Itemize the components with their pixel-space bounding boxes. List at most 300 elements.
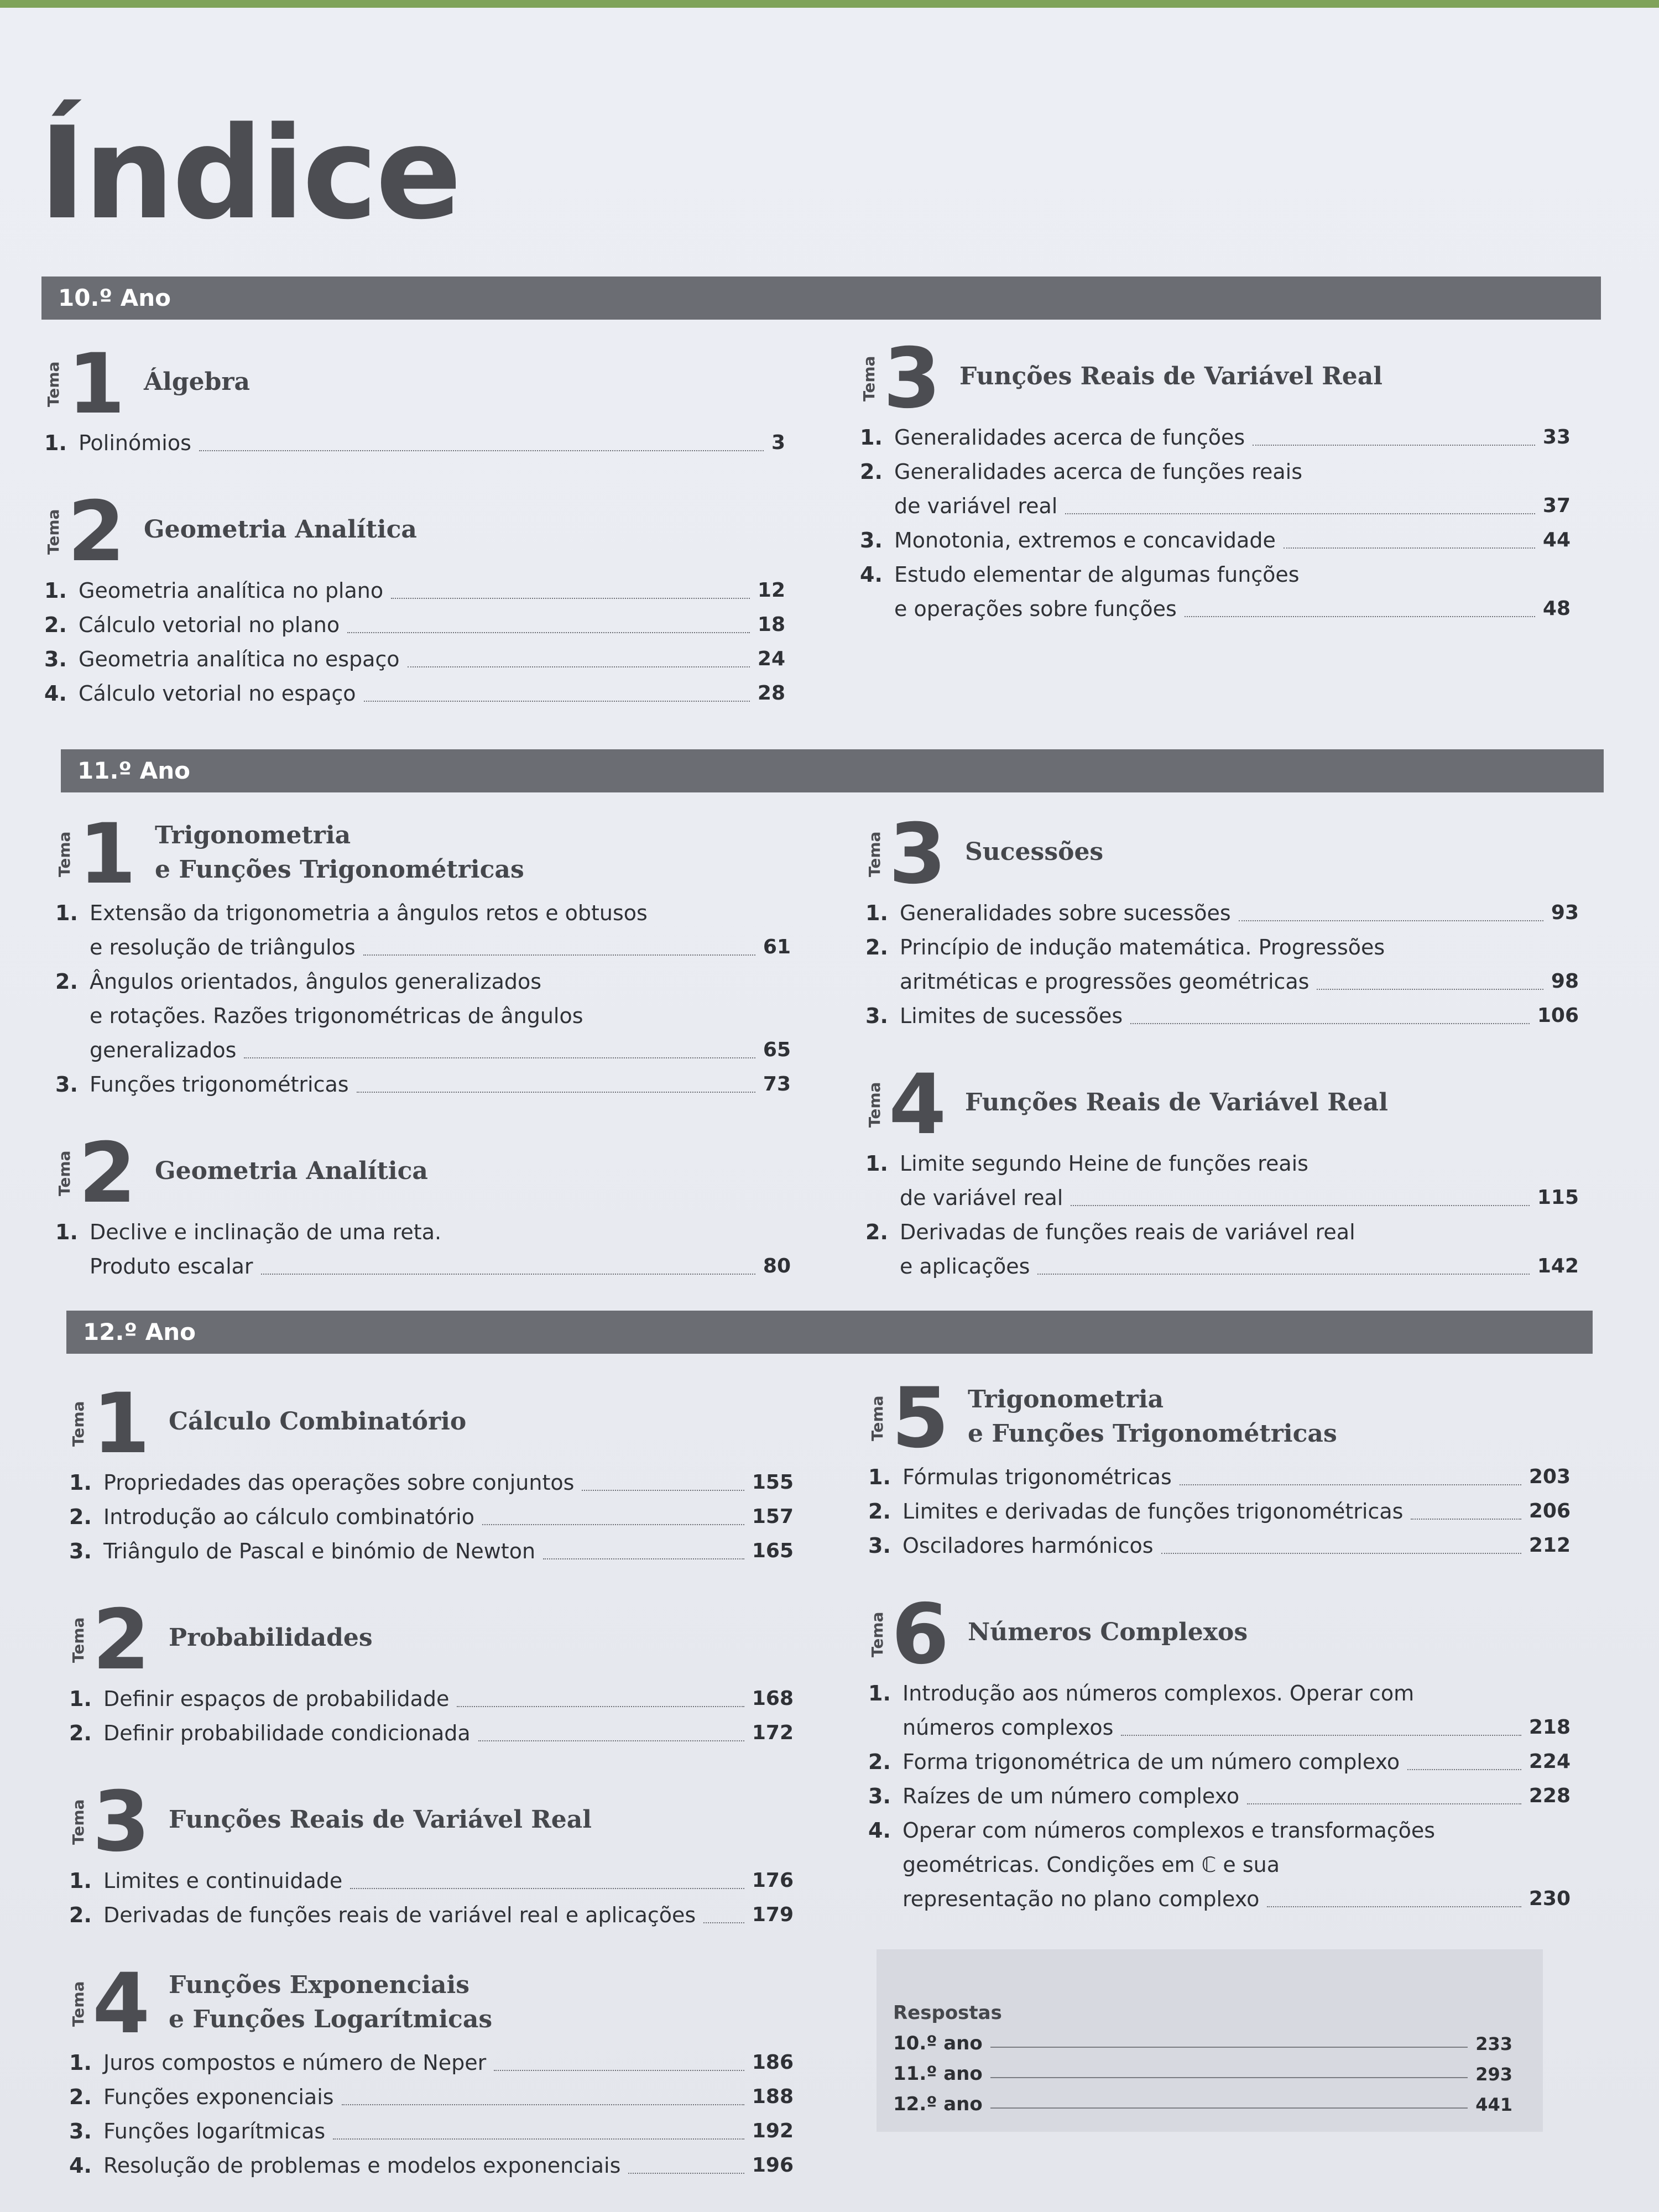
entry-last-line [103, 1682, 794, 1716]
tema-title-line: Funções Exponenciais [169, 1971, 470, 1999]
entry-text-line: e rotações. Razões trigonométricas de ângulos [90, 1004, 583, 1028]
entry-text-line: Estudo elementar de algumas funções [894, 562, 1300, 587]
entry-text-line: Generalidades acerca de funções reais [894, 460, 1303, 484]
tema-label: Tema [44, 509, 62, 555]
leader-line [342, 2104, 744, 2105]
page-number: 61 [763, 936, 791, 958]
tema-title [155, 818, 524, 887]
page-number: 233 [1475, 2033, 1512, 2054]
respostas-row-11 [893, 2063, 1512, 2085]
entry-number: 4. [69, 2153, 92, 2178]
tema-title-line: Cálculo Combinatório [169, 1407, 467, 1436]
tema-block [868, 1587, 1571, 1916]
tema-title-line: Sucessões [965, 838, 1104, 866]
page-number: 157 [752, 1505, 794, 1528]
entry-number: 4. [860, 562, 883, 587]
entry-last-line [902, 1528, 1571, 1563]
entry-number: 3. [868, 1784, 891, 1808]
respostas-label: 11.º ano [893, 2063, 983, 2085]
leader-line [482, 1524, 744, 1525]
entry-last-line [900, 999, 1579, 1033]
leader-line [1037, 1274, 1529, 1275]
leader-line [478, 1740, 744, 1741]
toc-entry[interactable] [868, 1813, 1571, 1916]
toc-entry[interactable] [69, 1465, 794, 1500]
page-number: 24 [757, 648, 785, 670]
toc-entry[interactable] [868, 1779, 1571, 1813]
page-number: 212 [1528, 1534, 1571, 1557]
tema-block [55, 806, 791, 1102]
entry-last-line [894, 592, 1571, 626]
entry-text: Geometria analítica no plano [79, 578, 384, 603]
entry-number: 2. [865, 1220, 888, 1244]
column-10-right [860, 331, 1571, 626]
toc-entry[interactable] [55, 964, 791, 1067]
entry-number: 3. [868, 1533, 891, 1558]
entry-number: 2. [69, 1903, 92, 1927]
tema-header [69, 1376, 794, 1472]
entry-last-line [902, 1882, 1571, 1916]
tema-number: 2 [67, 484, 126, 580]
entry-text-line: Declive e inclinação de uma reta. [90, 1220, 442, 1244]
entry-text: Generalidades sobre sucessões [900, 901, 1231, 925]
page-number: 48 [1542, 597, 1571, 620]
leader-line [350, 1888, 744, 1889]
entry-last-line [103, 1500, 794, 1534]
leader-line [347, 632, 750, 633]
page-number: 293 [1475, 2064, 1512, 2085]
entry-text-line: Introdução aos números complexos. Operar com [902, 1681, 1415, 1705]
page-number: 224 [1528, 1750, 1571, 1773]
tema-title-line: Probabilidades [169, 1624, 373, 1652]
leader-line [391, 598, 750, 599]
page-number: 44 [1542, 529, 1571, 551]
tema-title [169, 1621, 373, 1655]
respostas-title: Respostas [893, 2002, 1002, 2024]
tema-header [860, 331, 1571, 427]
entry-text: Definir espaços de probabilidade [103, 1687, 450, 1711]
entry-last-line [902, 1745, 1571, 1779]
column-10-left [44, 336, 785, 711]
tema-number: 2 [79, 1125, 137, 1222]
toc-entry[interactable] [868, 1494, 1571, 1528]
entry-text: Propriedades das operações sobre conjuntos [103, 1470, 575, 1495]
entry-text: números complexos [902, 1715, 1114, 1740]
toc-entry[interactable] [55, 896, 791, 964]
tema-label: Tema [865, 1082, 884, 1128]
tema-label: Tema [69, 1617, 87, 1663]
entry-text: Osciladores harmónicos [902, 1533, 1154, 1558]
tema-label: Tema [69, 1799, 87, 1845]
page-number: 12 [757, 579, 785, 602]
entry-number: 2. [44, 613, 67, 637]
entry-last-line [79, 642, 785, 676]
leader-line [1284, 547, 1535, 549]
tema-number: 3 [883, 331, 941, 427]
entry-number: 3. [69, 2119, 92, 2143]
toc-entry[interactable] [69, 1682, 794, 1716]
toc-entry[interactable] [69, 1500, 794, 1534]
entry-text: Triângulo de Pascal e binómio de Newton [103, 1539, 536, 1563]
tema-label: Tema [69, 1401, 87, 1447]
column-11-right [865, 806, 1579, 1284]
leader-line [1267, 1906, 1521, 1907]
tema-header [868, 1587, 1571, 1683]
page-number: 196 [752, 2154, 794, 2177]
toc-entry[interactable] [44, 573, 785, 608]
entry-last-line [902, 1779, 1571, 1813]
entry-last-line [103, 1898, 794, 1932]
entry-last-line [90, 930, 791, 964]
tema-label: Tema [44, 361, 62, 408]
entry-text: Funções exponenciais [103, 2085, 334, 2109]
tema-header [44, 484, 785, 580]
page-number: 168 [752, 1687, 794, 1710]
entry-text: Definir probabilidade condicionada [103, 1721, 471, 1745]
entry-text: Cálculo vetorial no plano [79, 613, 340, 637]
page-number: 441 [1475, 2094, 1512, 2115]
leader-line [1407, 1769, 1521, 1770]
tema-title-line: e Funções Trigonométricas [155, 855, 524, 884]
tema-label: Tema [55, 831, 74, 878]
toc-entry[interactable] [868, 1528, 1571, 1563]
tema-block [860, 331, 1571, 626]
entry-last-line [103, 2114, 794, 2148]
year-bar-10 [41, 276, 1601, 320]
entry-last-line [894, 420, 1571, 455]
tema-block [55, 1125, 791, 1284]
entry-last-line [894, 523, 1571, 557]
page-number: 188 [752, 2085, 794, 2108]
tema-label: Tema [69, 1981, 87, 2027]
leader-line [408, 666, 750, 667]
tema-block [69, 1956, 794, 2183]
page-title: Índice [39, 100, 460, 248]
entry-number: 3. [865, 1004, 888, 1028]
entry-last-line [90, 1249, 791, 1284]
leader-line [364, 701, 750, 702]
leader-line [990, 2107, 1468, 2109]
entry-text: Derivadas de funções reais de variável real e aplicações [103, 1903, 696, 1927]
page-number: 37 [1542, 494, 1571, 517]
toc-entry[interactable] [69, 2114, 794, 2148]
entry-last-line [79, 608, 785, 642]
tema-title-line: Trigonometria [968, 1385, 1164, 1413]
toc-entry[interactable] [44, 642, 785, 676]
year-label: 10.º Ano [58, 284, 171, 311]
toc-entry[interactable] [69, 1898, 794, 1932]
entry-text-line: Extensão da trigonometria a ângulos retos e obtusos [90, 901, 648, 925]
toc-entry[interactable] [865, 1146, 1579, 1215]
leader-line [1071, 1205, 1530, 1206]
entry-text: Produto escalar [90, 1254, 253, 1279]
tema-title [144, 513, 417, 547]
entry-number: 1. [69, 1470, 92, 1495]
tema-block [44, 336, 785, 460]
tema-header [69, 1774, 794, 1870]
tema-title [968, 1615, 1248, 1650]
toc-entry[interactable] [69, 2080, 794, 2114]
entry-text-line: Princípio de indução matemática. Progressões [900, 935, 1385, 959]
toc-entry[interactable] [868, 1460, 1571, 1494]
toc-entry[interactable] [865, 930, 1579, 999]
tema-title-line: Geometria Analítica [155, 1157, 428, 1185]
tema-title-line: e Funções Trigonométricas [968, 1420, 1337, 1448]
leader-line [543, 1558, 744, 1559]
entry-last-line [103, 1534, 794, 1568]
tema-number: 5 [891, 1370, 950, 1467]
entry-number: 2. [69, 1505, 92, 1529]
page-number: 142 [1537, 1255, 1579, 1277]
tema-header [69, 1956, 794, 2052]
toc-entry[interactable] [69, 1716, 794, 1750]
entry-text: Introdução ao cálculo combinatório [103, 1505, 474, 1529]
page-number: 165 [752, 1540, 794, 1562]
page-number: 155 [752, 1471, 794, 1494]
entry-last-line [900, 964, 1579, 999]
entry-text: Forma trigonométrica de um número complexo [902, 1750, 1400, 1774]
page-number: 3 [771, 431, 785, 454]
tema-header [865, 806, 1579, 902]
entry-number: 4. [868, 1818, 891, 1843]
entry-text: Resolução de problemas e modelos exponenciais [103, 2153, 621, 2178]
leader-line [1161, 1553, 1521, 1554]
leader-line [1065, 513, 1535, 514]
respostas-label: 12.º ano [893, 2093, 983, 2115]
respostas-row-12 [893, 2093, 1512, 2115]
toc-entry[interactable] [44, 426, 785, 460]
tema-title [959, 359, 1383, 394]
entry-text: e operações sobre funções [894, 597, 1177, 621]
toc-entry[interactable] [44, 608, 785, 642]
entry-number: 2. [69, 1721, 92, 1745]
entry-text: Limites e derivadas de funções trigonométricas [902, 1499, 1404, 1524]
toc-entry[interactable] [55, 1215, 791, 1284]
tema-title-line: Números Complexos [968, 1618, 1248, 1646]
entry-number: 3. [44, 647, 67, 671]
entry-number: 1. [55, 1220, 78, 1244]
toc-entry[interactable] [865, 1215, 1579, 1284]
page-number: 230 [1528, 1887, 1571, 1910]
tema-number: 3 [889, 806, 947, 902]
leader-line [1121, 1735, 1521, 1736]
entry-text: de variável real [900, 1186, 1063, 1210]
page-number: 218 [1528, 1716, 1571, 1739]
entry-last-line [103, 2046, 794, 2080]
tema-title [965, 1086, 1388, 1120]
entry-last-line [902, 1710, 1571, 1745]
leader-line [1247, 1803, 1521, 1804]
entry-text: Funções logarítmicas [103, 2119, 326, 2143]
entry-number: 3. [860, 528, 883, 552]
leader-line [1180, 1484, 1521, 1485]
page-number: 93 [1551, 901, 1579, 924]
tema-title-line: Funções Reais de Variável Real [959, 362, 1383, 390]
toc-entry[interactable] [868, 1745, 1571, 1779]
tema-number: 6 [891, 1587, 950, 1683]
page-number: 179 [752, 1903, 794, 1926]
entry-text: Limites de sucessões [900, 1004, 1123, 1028]
leader-line [333, 2138, 744, 2140]
leader-line [1130, 1023, 1530, 1024]
page-number: 80 [763, 1255, 791, 1277]
entry-number: 2. [860, 460, 883, 484]
entry-text: Funções trigonométricas [90, 1072, 349, 1097]
entry-number: 1. [868, 1681, 891, 1705]
entry-last-line [79, 573, 785, 608]
year-label: 12.º Ano [83, 1318, 196, 1345]
entry-last-line [90, 1067, 791, 1102]
tema-title-line: Funções Reais de Variável Real [169, 1806, 592, 1834]
leader-line [357, 1092, 755, 1093]
tema-number: 4 [92, 1956, 150, 2052]
page-number: 73 [763, 1073, 791, 1095]
entry-text-line: Ângulos orientados, ângulos generalizados [90, 969, 542, 994]
tema-title-line: Funções Reais de Variável Real [965, 1088, 1389, 1117]
entry-number: 2. [865, 935, 888, 959]
tema-title-line: Trigonometria [155, 821, 351, 849]
entry-last-line [103, 2080, 794, 2114]
top-strip [0, 0, 1659, 8]
tema-title-line: e Funções Logarítmicas [169, 2005, 493, 2033]
page-number: 18 [757, 613, 785, 636]
leader-line [363, 954, 755, 956]
entry-last-line [103, 1864, 794, 1898]
toc-entry[interactable] [860, 557, 1571, 626]
year-bar-11 [61, 749, 1604, 792]
page-number: 28 [757, 682, 785, 705]
toc-entry[interactable] [55, 1067, 791, 1102]
entry-number: 4. [44, 681, 67, 706]
leader-line [1185, 616, 1535, 617]
tema-block [865, 806, 1579, 1033]
tema-block [69, 1592, 794, 1750]
respostas-row-10 [893, 2032, 1512, 2054]
entry-last-line [902, 1494, 1571, 1528]
leader-line [703, 1922, 744, 1923]
toc-entry[interactable] [69, 2148, 794, 2183]
page-number: 206 [1528, 1500, 1571, 1522]
entry-text: Polinómios [79, 431, 191, 455]
toc-entry[interactable] [69, 2046, 794, 2080]
entry-last-line [103, 2148, 794, 2183]
entry-text: Generalidades acerca de funções [894, 425, 1245, 450]
entry-text-line: Operar com números complexos e transformações [902, 1818, 1436, 1843]
page-number: 192 [752, 2120, 794, 2142]
tema-label: Tema [868, 1395, 886, 1442]
leader-line [457, 1706, 744, 1707]
toc-entry[interactable] [69, 1534, 794, 1568]
entry-number: 3. [55, 1072, 78, 1097]
entry-number: 2. [69, 2085, 92, 2109]
leader-line [1239, 920, 1543, 921]
toc-entry[interactable] [865, 896, 1579, 930]
leader-line [261, 1274, 755, 1275]
column-12-left [69, 1376, 794, 2183]
tema-number: 1 [67, 336, 126, 432]
tema-header [868, 1370, 1571, 1467]
entry-text: aritméticas e progressões geométricas [900, 969, 1310, 994]
entry-number: 1. [55, 901, 78, 925]
leader-line [990, 2047, 1468, 2048]
entry-last-line [900, 1249, 1579, 1284]
tema-block [69, 1376, 794, 1568]
entry-number: 2. [868, 1750, 891, 1774]
toc-entry[interactable] [860, 420, 1571, 455]
tema-label: Tema [860, 356, 878, 402]
entry-number: 2. [868, 1499, 891, 1524]
tema-label: Tema [865, 831, 884, 878]
entry-text: Cálculo vetorial no espaço [79, 681, 356, 706]
toc-entry[interactable] [69, 1864, 794, 1898]
entry-number: 1. [860, 425, 883, 450]
entry-text: generalizados [90, 1038, 237, 1062]
tema-title-line: Geometria Analítica [144, 515, 417, 544]
tema-number: 4 [889, 1057, 947, 1153]
tema-header [865, 1057, 1579, 1153]
entry-last-line [900, 1181, 1579, 1215]
entry-number: 3. [69, 1539, 92, 1563]
entry-text: Juros compostos e número de Neper [103, 2051, 487, 2075]
entry-text: Raízes de um número complexo [902, 1784, 1240, 1808]
toc-entry[interactable] [860, 523, 1571, 557]
entry-number: 2. [55, 969, 78, 994]
page-number: 176 [752, 1869, 794, 1892]
entry-last-line [902, 1460, 1571, 1494]
year-bar-12 [66, 1311, 1593, 1354]
tema-title [155, 1154, 428, 1188]
tema-block [868, 1370, 1571, 1563]
tema-number: 2 [92, 1592, 150, 1688]
column-12-right [868, 1370, 1571, 1916]
entry-text: representação no plano complexo [902, 1887, 1260, 1911]
page-number: 228 [1528, 1785, 1571, 1807]
entry-text: Fórmulas trigonométricas [902, 1465, 1172, 1489]
page-number: 115 [1537, 1186, 1579, 1209]
entry-number: 1. [865, 1151, 888, 1176]
leader-line [628, 2173, 744, 2174]
tema-header [69, 1592, 794, 1688]
entry-last-line [90, 1033, 791, 1067]
respostas-box [877, 1949, 1543, 2132]
entry-text: e aplicações [900, 1254, 1030, 1279]
tema-label: Tema [55, 1150, 74, 1197]
toc-entry[interactable] [865, 999, 1579, 1033]
entry-number: 1. [69, 1687, 92, 1711]
entry-text: e resolução de triângulos [90, 935, 356, 959]
toc-entry[interactable] [868, 1676, 1571, 1745]
leader-line [990, 2077, 1468, 2078]
year-label: 11.º Ano [77, 757, 190, 784]
toc-entry[interactable] [44, 676, 785, 711]
tema-block [865, 1057, 1579, 1284]
tema-title [965, 835, 1103, 869]
tema-block [69, 1774, 794, 1932]
tema-title-line: Álgebra [144, 368, 251, 396]
tema-title [144, 365, 250, 399]
leader-line [1317, 989, 1543, 990]
toc-entry[interactable] [860, 455, 1571, 523]
page-number: 186 [752, 2051, 794, 2074]
entry-number: 1. [44, 578, 67, 603]
tema-header [55, 806, 791, 902]
tema-title [169, 1803, 592, 1837]
entry-text: Monotonia, extremos e concavidade [894, 528, 1276, 552]
page-number: 106 [1537, 1004, 1579, 1027]
entry-text-line: geométricas. Condições em ℂ e sua [902, 1853, 1280, 1877]
tema-header [44, 336, 785, 432]
entry-text-line: Limite segundo Heine de funções reais [900, 1151, 1308, 1176]
